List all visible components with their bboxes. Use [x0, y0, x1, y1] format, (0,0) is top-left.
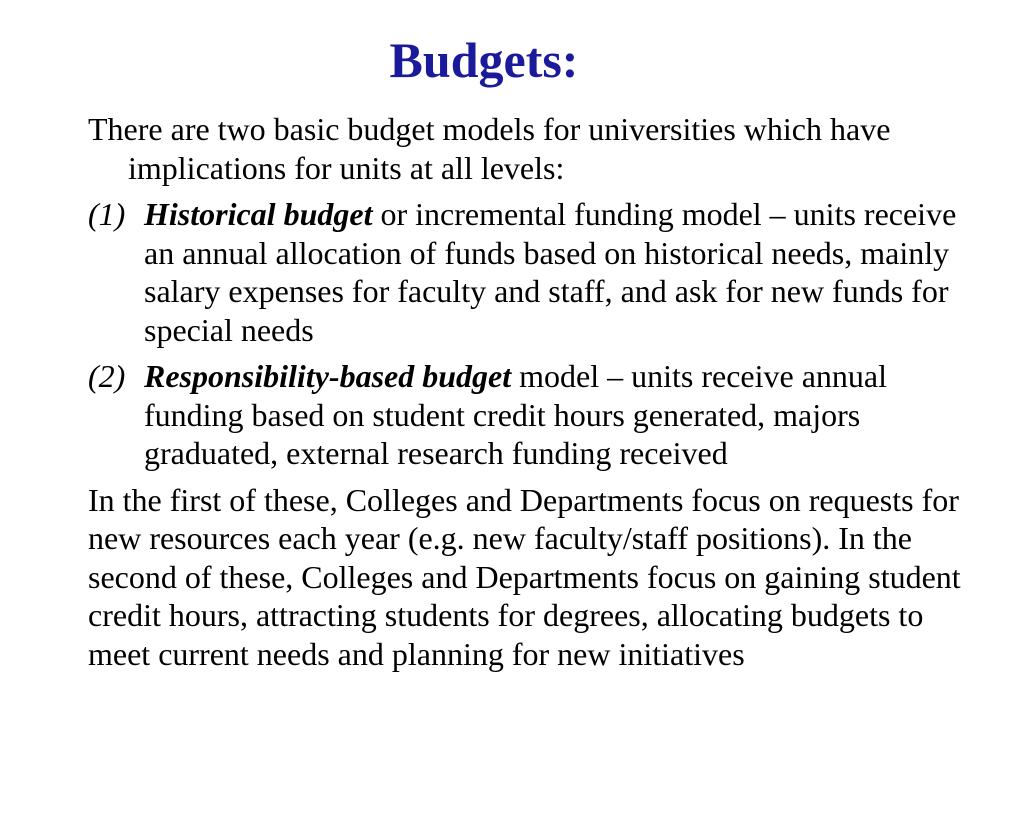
list-item-term: Responsibility-based budget [144, 358, 512, 394]
list-item-historical [88, 195, 988, 349]
list-item-text: or incremental funding model – units receive an annual allocation of funds based on historical needs, mainly salary expenses for faculty and staff, and ask for new funds for special needs [144, 196, 957, 348]
list-item-text: model – units receive annual funding based on student credit hours generated, majors graduated, external research funding received [144, 358, 887, 471]
intro-paragraph: There are two basic budget models for universities which have implications for units at all levels: [88, 111, 891, 186]
list-item-term: Historical budget [144, 196, 373, 232]
list-item-number: (2) [88, 358, 126, 394]
closing-paragraph: In the first of these, Colleges and Departments focus on requests for new resources each year (e.g. new faculty/staff positions). In the second of these, Colleges and Departments focus on gaining student credit hours, attracting students for degrees, allocating budgets to meet current needs and planning for new initiatives [88, 481, 961, 672]
slide-body [88, 110, 988, 673]
list-item-responsibility [88, 357, 988, 473]
list-item-number: (1) [88, 196, 126, 232]
slide-title: Budgets: [389, 32, 579, 88]
